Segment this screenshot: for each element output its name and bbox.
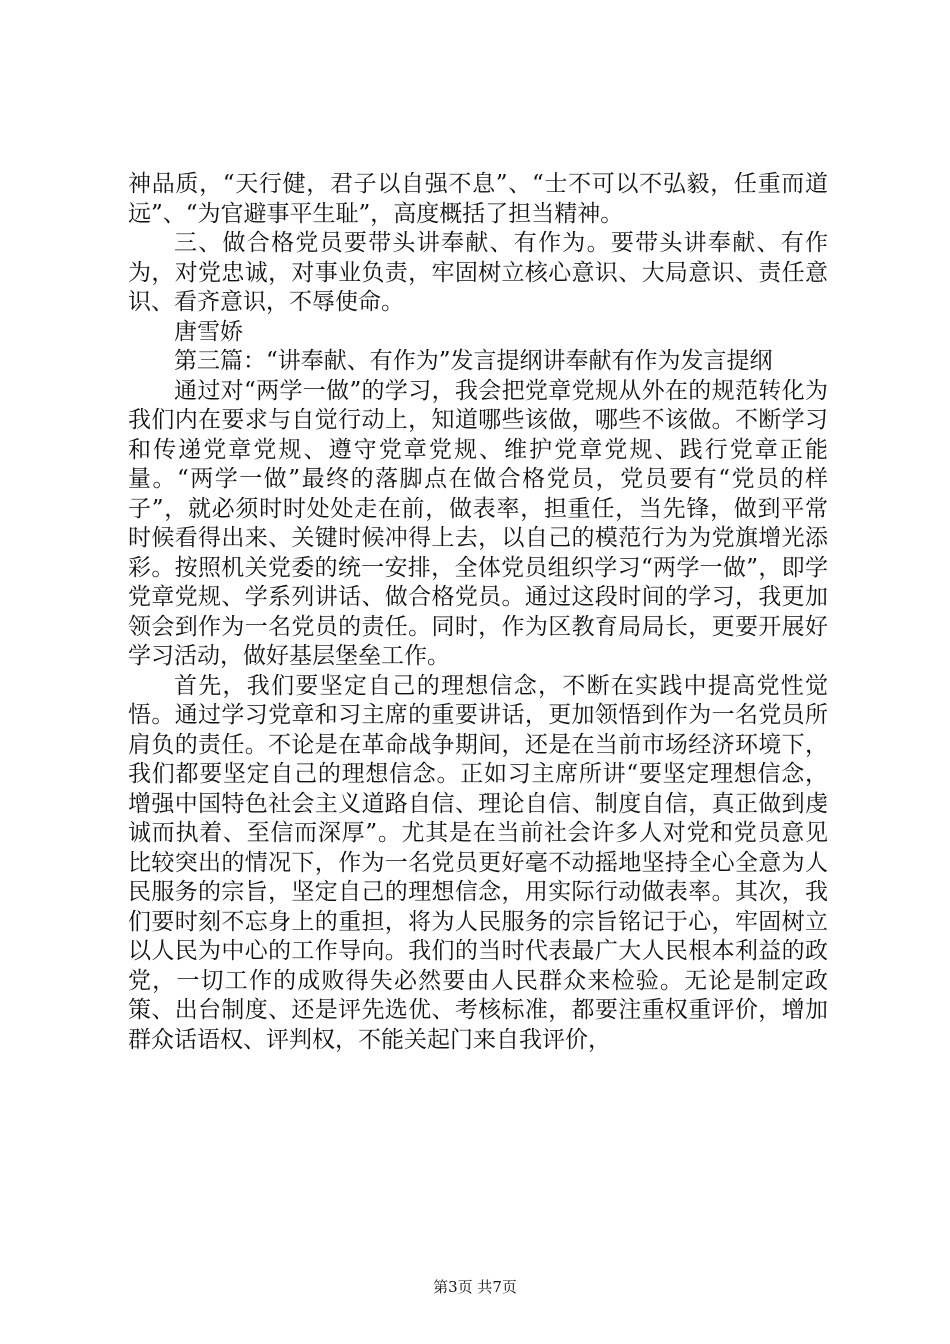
author-name: 唐雪娇 bbox=[174, 318, 243, 345]
paragraph-continuation: 神品质，“天行健，君子以自强不息”、“士不可以不弘毅，任重而道远”、“为官避事平生耻”，高度概括了担当精神。 bbox=[128, 171, 828, 227]
paragraph-section-three: 三、做合格党员要带头讲奉献、有作为。要带头讲奉献、有作为，对党忠诚，对事业负责，牢固树立核心意识、大局意识、责任意识、看齐意识，不辱使命。 bbox=[128, 230, 828, 315]
document-body bbox=[128, 170, 828, 1055]
paragraph-firstly: 首先，我们要坚定自己的理想信念，不断在实践中提高党性觉悟。通过学习党章和习主席的重要讲话，更加领悟到作为一名党员所肩负的责任。不论是在革命战争期间，还是在当前市场经济环境下，我们都要坚定自己的理想信念。正如习主席所讲“要坚定理想信念，增强中国特色社会主义道路自信、理论自信、制度自信，真正做到虔诚而执着、至信而深厚”。尤其是在当前社会许多人对党和党员意见比较突出的情况下，作为一名党员更好毫不动摇地坚持全心全意为人民服务的宗旨，坚定自己的理想信念，用实际行动做表率。其次，我们要时刻不忘身上的重担，将为人民服务的宗旨铭记于心，牢固树立以人民为中心的工作导向。我们的当时代表最广大人民根本利益的政党，一切工作的成败得失必然要由人民群众来检验。无论是制定政策、出台制度、还是评先选优、考核标准，都要注重权重评价，增加群众话语权、评判权，不能关起门来自我评价， bbox=[128, 672, 828, 1053]
page-number-footer: 第3页 共7页 bbox=[433, 1278, 517, 1296]
paragraph-study: 通过对“两学一做”的学习，我会把党章党规从外在的规范转化为我们内在要求与自觉行动上，知道哪些该做，哪些不该做。不断学习和传递党章党规、遵守党章党规、维护党章党规、践行党章正能量。“两学一做”最终的落脚点在做合格党员，党员要有“党员的样子”，就必须时时处处走在前，做表率，担重任，当先锋，做到平常时候看得出来、关键时候冲得上去，以自己的模范行为为党旗增光添彩。按照机关党委的统一安排，全体党员组织学习“两学一做”，即学党章党规、学系列讲话、做合格党员。通过这段时间的学习，我更加领会到作为一名党员的责任。同时，作为区教育局局长，更要开展好学习活动，做好基层堡垒工作。 bbox=[128, 377, 828, 669]
article-heading: 第三篇：“讲奉献、有作为”发言提纲讲奉献有作为发言提纲 bbox=[174, 348, 773, 374]
